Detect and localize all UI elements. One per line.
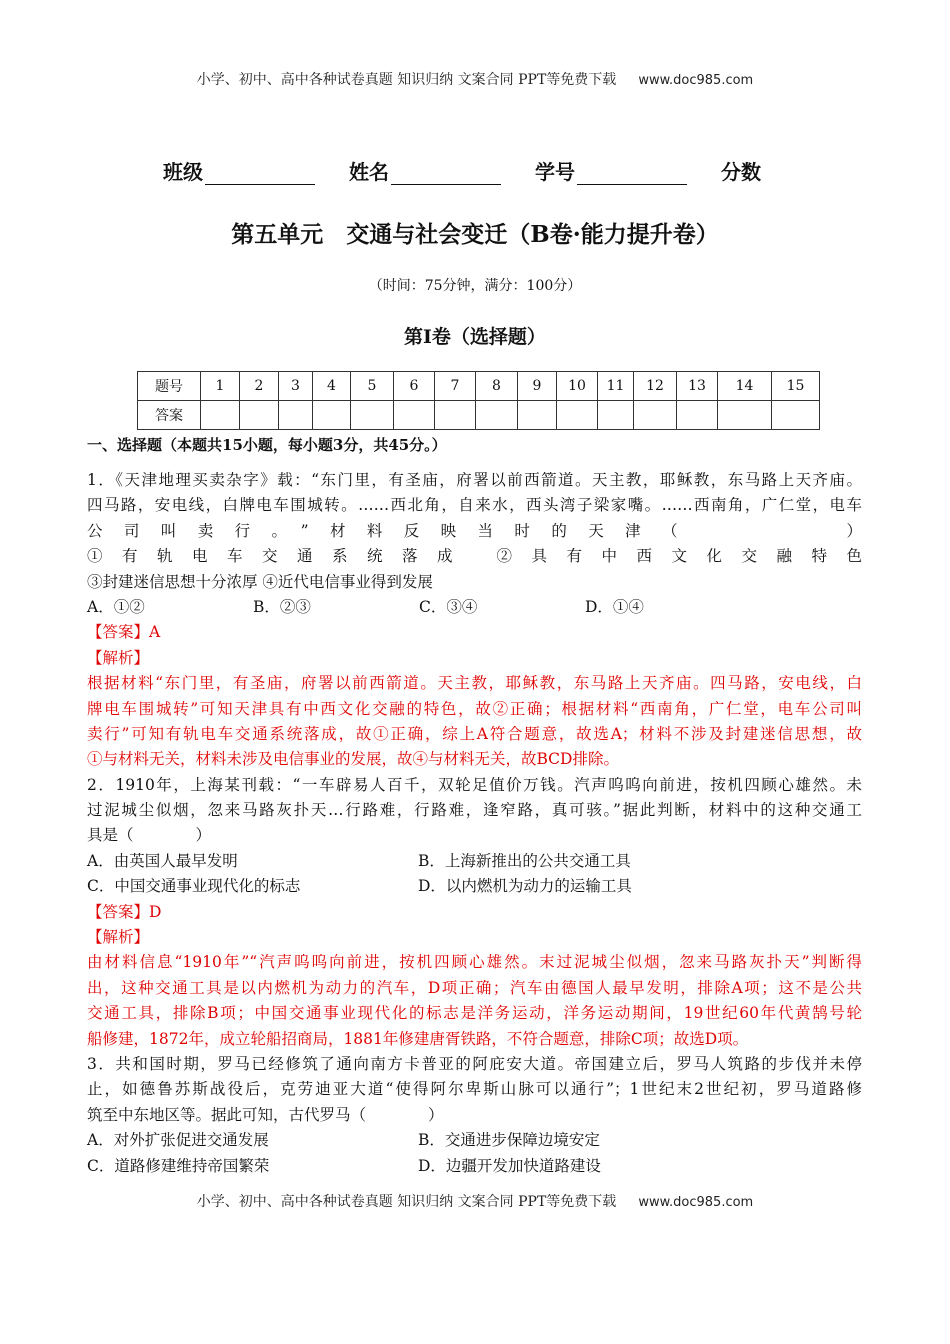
option-D[interactable]: D．以内燃机为动力的运输工具 — [418, 877, 632, 896]
question-text: ③封建迷信思想十分浓厚 ④近代电信事业得到发展 — [87, 572, 433, 591]
number-label: 题号 — [138, 372, 201, 401]
question-text: 筑至中东地区等。据此可知，古代罗马（ ） — [87, 1105, 444, 1124]
question-text: 1．《天津地理买卖杂字》载：“东门里，有圣庙，府署以前西箭道。天主教，耶稣教，东马路上天齐庙。 — [87, 471, 862, 489]
page-header — [0, 69, 950, 89]
option-C[interactable]: C．③④ — [419, 597, 478, 616]
answer-cell[interactable] — [313, 401, 351, 430]
number-cell: 12 — [634, 372, 677, 401]
answer-label: 【答案】D — [87, 902, 162, 921]
info-blank[interactable] — [391, 164, 501, 185]
analysis-text: 根据材料“东门里，有圣庙，府署以前西箭道。天主教，耶稣教，东马路上天齐庙。四马路，安电线，白 — [87, 674, 862, 693]
number-cell: 10 — [557, 372, 598, 401]
answer-label: 【答案】A — [87, 623, 161, 642]
answer-table-row — [138, 401, 820, 430]
number-cell: 3 — [279, 372, 313, 401]
info-field — [349, 156, 501, 185]
questions — [87, 468, 862, 1179]
analysis-text: 牌电车围城转”可知天津具有中西文化交融的特色，故②正确；根据材料“西南角，广仁堂，电车公司叫 — [87, 699, 862, 718]
option-D[interactable]: D．①④ — [585, 597, 644, 616]
answer-cell[interactable] — [518, 401, 557, 430]
answer-table-row — [138, 372, 820, 401]
options-row — [87, 595, 862, 620]
header-url[interactable]: www.doc985.com — [638, 73, 754, 88]
number-cell: 13 — [677, 372, 718, 401]
analysis-text: 出，这种交通工具是以内燃机为动力的汽车，D项正确；汽车由德国人最早发明，排除A项；这不是公共 — [87, 978, 862, 997]
answer-cell[interactable] — [634, 401, 677, 430]
option-B[interactable]: B．上海新推出的公共交通工具 — [418, 851, 631, 870]
analysis-text: 由材料信息“1910年”“汽声呜呜向前进，按机四顾心雄然。末过泥城尘似烟，忽来马路灰扑天”判断得 — [87, 953, 862, 972]
info-label: 姓名 — [349, 160, 389, 184]
number-cell: 7 — [435, 372, 476, 401]
option-A[interactable]: A．对外扩张促进交通发展 — [87, 1131, 269, 1150]
number-cell: 11 — [598, 372, 634, 401]
question-text: 四马路，安电线，白牌电车围城转。……西北角，自来水，西头湾子梁家嘴。……西南角，广仁堂，电车 — [87, 496, 862, 515]
analysis-label: 【解析】 — [87, 648, 150, 667]
answer-cell[interactable] — [240, 401, 279, 430]
info-field — [163, 156, 315, 185]
analysis-text: 交通工具，排除B项；中国交通事业现代化的标志是洋务运动，洋务运动期间，19世纪60年代黄鹄号轮 — [87, 1004, 862, 1023]
answer-cell[interactable] — [772, 401, 820, 430]
answer-cell[interactable] — [718, 401, 772, 430]
analysis-text: 船修建，1872年，成立轮船招商局，1881年修建唐胥铁路，不符合题意，排除C项；故选D项。 — [87, 1029, 749, 1048]
answer-cell[interactable] — [476, 401, 518, 430]
option-D[interactable]: D．边疆开发加快道路建设 — [418, 1156, 601, 1175]
number-cell: 6 — [394, 372, 435, 401]
options-row — [87, 849, 862, 874]
exam-subtitle: （时间：75分钟，满分：100分） — [368, 278, 582, 294]
page-footer — [0, 1191, 950, 1211]
analysis-text: ①与材料无关，材料未涉及电信事业的发展，故④与材料无关，故BCD排除。 — [87, 750, 619, 769]
number-cell: 15 — [772, 372, 820, 401]
answer-table — [137, 371, 820, 430]
option-A[interactable]: A．由英国人最早发明 — [87, 851, 238, 870]
info-label: 班级 — [163, 160, 203, 184]
analysis-label: 【解析】 — [87, 928, 150, 947]
question-text: ①有轨电车交通系统落成 ②具有中西文化交融特色 — [87, 547, 862, 566]
footer-url[interactable]: www.doc985.com — [638, 1195, 754, 1210]
options-row — [87, 1154, 862, 1179]
option-B[interactable]: B．交通进步保障边境安定 — [418, 1131, 600, 1150]
options-row — [87, 1128, 862, 1153]
part-heading: 第Ⅰ卷（选择题） — [404, 326, 546, 348]
section-heading: 一、选择题（本题共15小题，每小题3分，共45分。） — [87, 436, 447, 454]
option-A[interactable]: A．①② — [87, 597, 145, 616]
question-text: 具是（ ） — [87, 826, 212, 845]
question-text: 止，如德鲁苏斯战役后，克劳迪亚大道“使得阿尔卑斯山脉可以通行”；1世纪末2世纪初，罗马道路修 — [87, 1080, 862, 1099]
answer-cell[interactable] — [394, 401, 435, 430]
answer-cell[interactable] — [677, 401, 718, 430]
info-field — [721, 156, 761, 185]
header-text: 小学、初中、高中各种试卷真题 知识归纳 文案合同 PPT等免费下载 — [196, 72, 617, 88]
answer-cell[interactable] — [351, 401, 394, 430]
number-cell: 4 — [313, 372, 351, 401]
student-info-row — [163, 156, 795, 185]
options-row — [87, 874, 862, 899]
question-text: 过泥城尘似烟，忽来马路灰扑天…行路难，行路难，逢窄路，真可骇。”据此判断，材料中的这种交通工 — [87, 801, 862, 820]
number-cell: 8 — [476, 372, 518, 401]
footer-text: 小学、初中、高中各种试卷真题 知识归纳 文案合同 PPT等免费下载 — [196, 1194, 617, 1210]
answer-cell[interactable] — [557, 401, 598, 430]
option-B[interactable]: B．②③ — [253, 597, 311, 616]
info-blank[interactable] — [577, 164, 687, 185]
question-text: 公司叫卖行。”材料反映当时的天津（ ） — [87, 521, 862, 540]
number-cell: 1 — [201, 372, 240, 401]
info-field — [535, 156, 687, 185]
answer-cell[interactable] — [598, 401, 634, 430]
info-label: 学号 — [535, 160, 575, 184]
info-label: 分数 — [721, 160, 761, 184]
question-text: 3．共和国时期，罗马已经修筑了通向南方卡普亚的阿庇安大道。帝国建立后，罗马人筑路的步伐并未停 — [87, 1054, 862, 1073]
number-cell: 14 — [718, 372, 772, 401]
answer-label: 答案 — [138, 401, 201, 430]
info-blank[interactable] — [205, 164, 315, 185]
answer-cell[interactable] — [279, 401, 313, 430]
answer-cell[interactable] — [435, 401, 476, 430]
question-text: 2．1910年，上海某刊载：“一车辟易人百千，双轮足值价万钱。汽声呜呜向前进，按机四顾心雄然。未 — [87, 775, 862, 794]
option-C[interactable]: C．道路修建维持帝国繁荣 — [87, 1156, 270, 1175]
number-cell: 9 — [518, 372, 557, 401]
number-cell: 2 — [240, 372, 279, 401]
page-title: 第五单元 交通与社会变迁（B卷·能力提升卷） — [231, 221, 719, 248]
number-cell: 5 — [351, 372, 394, 401]
answer-cell[interactable] — [201, 401, 240, 430]
option-C[interactable]: C．中国交通事业现代化的标志 — [87, 877, 301, 896]
analysis-text: 卖行”可知有轨电车交通系统落成，故①正确，综上A符合题意，故选A；材料不涉及封建迷信思想，故 — [87, 724, 862, 743]
